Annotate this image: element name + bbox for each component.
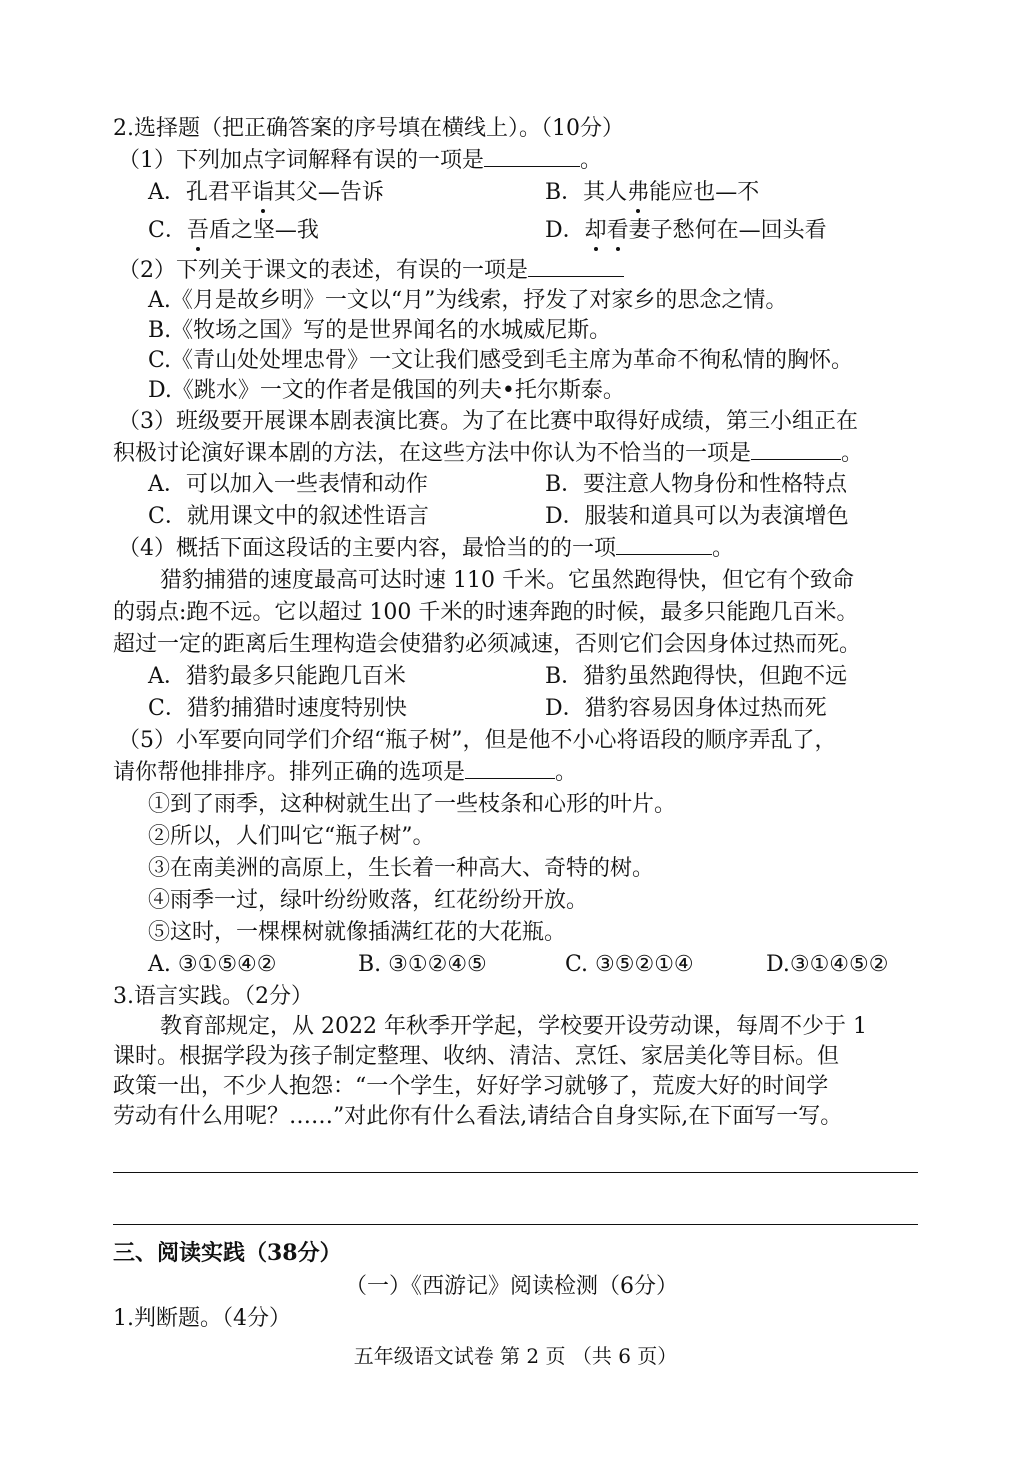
q2-3-stem-text: 积极讨论演好课本剧的方法，在这些方法中你认为不恰当的一项是 (113, 441, 752, 466)
q2-1-option-a (148, 178, 384, 208)
q2-3-option-d: D．服装和道具可以为表演增色 (545, 504, 849, 529)
dotted-char: 看 (607, 216, 629, 246)
q2-2-stem (118, 256, 624, 286)
section3-title: 三、阅读实践（38分） (113, 1240, 342, 1266)
q2-1-stem-end: 。 (580, 148, 603, 173)
q2-1-option-b (545, 178, 759, 208)
q2-5-stem-line1: （5）小军要向同学们介绍“瓶子树”，但是他不小心将语段的顺序弄乱了， (118, 728, 837, 753)
q2-4-option-b: B．猎豹虽然跑得快，但跑不远 (545, 664, 848, 689)
q2-2-option-c: C.《青山处处埋忠骨》一文让我们感受到毛主席为革命不徇私情的胸怀。 (148, 348, 854, 373)
dotted-char: 诣 (252, 178, 274, 208)
option-text: 盾之坚—我 (208, 218, 319, 243)
q2-4-stem (118, 534, 734, 564)
q3-title: 3.语言实践。（2分） (113, 984, 313, 1009)
option-text: A．孔君平 (148, 180, 252, 205)
q2-5-stem-text: 请你帮他排排序。排列正确的选项是 (113, 760, 466, 785)
q2-5-sentence-2: ②所以，人们叫它“瓶子树”。 (148, 824, 435, 849)
option-text: 妻子愁何在—回头看 (628, 218, 827, 243)
q2-4-passage-line3: 超过一定的距离后生理构造会使猎豹必须减速，否则它们会因身体过热而死。 (113, 632, 862, 657)
q3-passage-line2: 课时。根据学段为孩子制定整理、收纳、清洁、烹饪、家居美化等目标。但 (113, 1044, 840, 1069)
q2-4-stem-text: （4）概括下面这段话的主要内容，最恰当的的一项 (118, 536, 616, 561)
q2-5-option-a: A. ③①⑤④② (148, 952, 277, 977)
q2-3-stem-line1: （3）班级要开展课本剧表演比赛。为了在比赛中取得好成绩，第三小组正在 (118, 409, 858, 434)
answer-blank[interactable] (484, 146, 580, 167)
q2-4-option-d: D．猎豹容易因身体过热而死 (545, 696, 827, 721)
q2-1-stem (118, 146, 602, 176)
q2-5-option-c: C. ③⑤②①④ (565, 952, 694, 977)
q3-passage-line4: 劳动有什么用呢？……”对此你有什么看法,请结合自身实际,在下面写一写。 (113, 1104, 843, 1129)
q2-2-option-b: B.《牧场之国》写的是世界闻名的水城威尼斯。 (148, 318, 612, 343)
q2-4-option-a: A．猎豹最多只能跑几百米 (148, 664, 406, 689)
q2-1-option-c (148, 216, 319, 246)
q2-5-stem-end: 。 (555, 760, 578, 785)
answer-line-1[interactable] (113, 1172, 918, 1173)
option-text: 其父—告诉 (273, 180, 384, 205)
q2-3-option-b: B．要注意人物身份和性格特点 (545, 472, 848, 497)
q2-4-stem-end: 。 (712, 536, 735, 561)
q2-3-option-a: A．可以加入一些表情和动作 (148, 472, 428, 497)
answer-blank[interactable] (528, 256, 624, 277)
option-text: 能应也—不 (649, 180, 760, 205)
q2-5-option-d: D.③①④⑤② (766, 952, 889, 977)
option-text: C． (148, 218, 187, 243)
page-footer: 五年级语文试卷 第 2 页 （共 6 页） (353, 1344, 678, 1368)
q2-1-stem-text: （1）下列加点字词解释有误的一项是 (118, 148, 484, 173)
answer-line-2[interactable] (113, 1224, 918, 1225)
q2-title: 2.选择题（把正确答案的序号填在横线上）。（10分） (113, 116, 624, 141)
q2-5-option-b: B. ③①②④⑤ (358, 952, 487, 977)
q2-2-option-d: D.《跳水》一文的作者是俄国的列夫•托尔斯泰。 (148, 378, 625, 403)
q2-4-passage-line1: 猎豹捕猎的速度最高可达时速 110 千米。它虽然跑得快，但它有个致命 (160, 568, 854, 593)
q3-passage-line1: 教育部规定，从 2022 年秋季开学起，学校要开设劳动课，每周不少于 1 (160, 1014, 867, 1039)
dotted-char: 却 (585, 216, 607, 246)
q2-5-sentence-5: ⑤这时，一棵棵树就像插满红花的大花瓶。 (148, 920, 567, 945)
q2-3-stem-end: 。 (841, 441, 864, 466)
section3-subtitle: （一）《西游记》阅读检测（6分） (345, 1274, 678, 1299)
q2-2-stem-text: （2）下列关于课文的表述，有误的一项是 (118, 258, 528, 283)
option-text: D． (545, 218, 585, 243)
answer-blank[interactable] (465, 758, 555, 779)
q2-5-sentence-3: ③在南美洲的高原上，生长着一种高大、奇特的树。 (148, 856, 655, 881)
q2-2-option-a: A.《月是故乡明》一文以“月”为线索，抒发了对家乡的思念之情。 (148, 288, 788, 313)
option-text: B．其人 (545, 180, 628, 205)
dotted-char: 吾 (187, 216, 209, 246)
q2-1-option-d (545, 216, 827, 246)
q2-4-option-c: C．猎豹捕猎时速度特别快 (148, 696, 407, 721)
section3-q1: 1.判断题。（4分） (113, 1306, 291, 1331)
q2-5-sentence-1: ①到了雨季，这种树就生出了一些枝条和心形的叶片。 (148, 792, 677, 817)
answer-blank[interactable] (751, 439, 841, 460)
q2-4-passage-line2: 的弱点:跑不远。它以超过 100 千米的时速奔跑的时候，最多只能跑几百米。 (113, 600, 859, 625)
q2-3-stem-line2 (113, 439, 863, 469)
q2-5-sentence-4: ④雨季一过，绿叶纷纷败落，红花纷纷开放。 (148, 888, 589, 913)
dotted-char: 弗 (627, 178, 649, 208)
q3-passage-line3: 政策一出，不少人抱怨：“一个学生，好好学习就够了，荒废大好的时间学 (113, 1074, 829, 1099)
q2-5-stem-line2 (113, 758, 577, 788)
answer-blank[interactable] (616, 534, 712, 555)
q2-3-option-c: C．就用课文中的叙述性语言 (148, 504, 429, 529)
